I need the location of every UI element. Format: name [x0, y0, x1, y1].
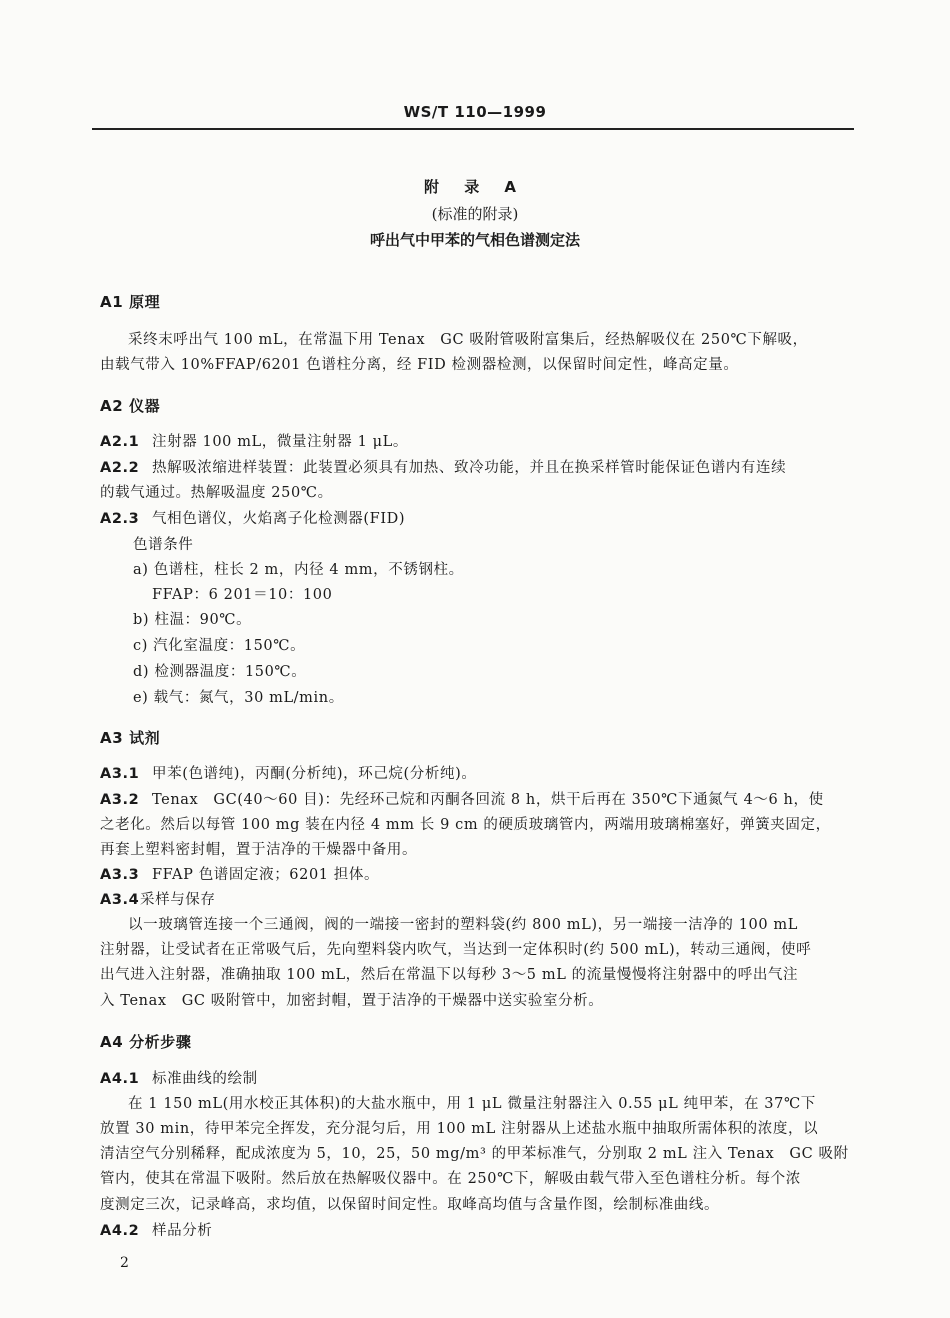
condition-item: a) 色谱柱，柱长 2 m，内径 4 mm，不锈钢柱。	[133, 562, 464, 578]
clause-a4-2	[100, 1221, 860, 1241]
paragraph-line: 注射器，让受试者在正常吸气后，先向塑料袋内吹气，当达到一定体积时(约 500 mL)，转动三通阀，使呼	[100, 942, 812, 958]
paragraph-line: 采终末呼出气 100 mL，在常温下用 Tenax GC 吸附管吸附富集后，经热解吸仪在 250℃下解吸，	[128, 332, 808, 348]
clause-a2-1	[100, 432, 860, 452]
paragraph-line: 清洁空气分别稀释，配成浓度为 5，10，25，50 mg/m³ 的甲苯标准气，分别取 2 mL 注入 Tenax GC 吸附	[100, 1146, 849, 1162]
condition-item: c) 汽化室温度：150℃。	[133, 638, 306, 654]
clause-a2-3	[100, 509, 860, 529]
clause-a3-1	[100, 764, 860, 784]
clause-text: 样品分析	[152, 1223, 213, 1239]
clause-text: FFAP 色谱固定液；6201 担体。	[152, 867, 380, 883]
clause-text: 甲苯(色谱纯)，丙酮(分析纯)，环己烷(分析纯)。	[152, 766, 477, 782]
section-heading-a4: A4 分析步骤	[100, 1033, 192, 1051]
clause-a3-3	[100, 865, 860, 885]
annex-normative-note: (标准的附录)	[431, 205, 519, 223]
clause-text: 气相色谱仪，火焰离子化检测器(FID)	[152, 511, 406, 527]
clause-a3-4	[100, 890, 860, 910]
paragraph-line: 在 1 150 mL(用水校正其体积)的大盐水瓶中，用 1 μL 微量注射器注入 0.55 μL 纯甲苯，在 37℃下	[128, 1096, 816, 1112]
condition-item: d) 检测器温度：150℃。	[133, 664, 307, 680]
clause-number: A4.1	[100, 1071, 140, 1087]
annex-title: 呼出气中甲苯的气相色谱测定法	[369, 231, 580, 249]
clause-number: A3.2	[100, 792, 140, 808]
paragraph-line: 度测定三次，记录峰高，求均值，以保留时间定性。取峰高均值与含量作图，绘制标准曲线。	[100, 1197, 720, 1213]
paragraph-line: 管内，使其在常温下吸附。然后放在热解吸仪器中。在 250℃下，解吸由载气带入至色谱柱分析。每个浓	[100, 1171, 801, 1187]
clause-number: A2.3	[100, 511, 140, 527]
condition-ratio: FFAP：6 201＝10：100	[152, 587, 333, 603]
clause-text: 标准曲线的绘制	[152, 1071, 258, 1087]
section-heading-a3: A3 试剂	[100, 729, 161, 747]
clause-a4-1	[100, 1069, 860, 1089]
clause-number: A3.1	[100, 766, 140, 782]
clause-number: A4.2	[100, 1223, 140, 1239]
page-number: 2	[120, 1255, 129, 1271]
annex-label: 附 录 A	[423, 178, 527, 196]
clause-number: A2.1	[100, 434, 140, 450]
section-heading-a2: A2 仪器	[100, 397, 161, 415]
header-rule	[92, 128, 854, 130]
paragraph-line: 由载气带入 10%FFAP/6201 色谱柱分离，经 FID 检测器检测，以保留时间定性，峰高定量。	[100, 357, 739, 373]
clause-text: 热解吸浓缩进样装置：此装置必须具有加热、致冷功能，并且在换采样管时能保证色谱内有连续	[152, 460, 787, 476]
paragraph-line: 入 Tenax GC 吸附管中，加密封帽，置于洁净的干燥器中送实验室分析。	[100, 993, 604, 1009]
clause-text: 注射器 100 mL，微量注射器 1 μL。	[152, 434, 408, 450]
condition-item: b) 柱温：90℃。	[133, 612, 252, 628]
clause-a2-2	[100, 458, 860, 478]
clause-text: 采样与保存	[140, 892, 216, 908]
clause-number: A3.4	[100, 892, 140, 908]
condition-item: e) 载气：氮气，30 mL/min。	[133, 690, 344, 706]
paragraph-line: 的载气通过。热解吸温度 250℃。	[100, 485, 333, 501]
clause-number: A2.2	[100, 460, 140, 476]
paragraph-line: 以一玻璃管连接一个三通阀，阀的一端接一密封的塑料袋(约 800 mL)，另一端接一洁净的 100 mL	[128, 917, 798, 933]
paragraph-line: 出气进入注射器，准确抽取 100 mL，然后在常温下以每秒 3～5 mL 的流量慢慢将注射器中的呼出气注	[100, 967, 799, 983]
conditions-label: 色谱条件	[133, 537, 194, 553]
clause-number: A3.3	[100, 867, 140, 883]
paragraph-line: 放置 30 min，待甲苯完全挥发，充分混匀后，用 100 mL 注射器从上述盐水瓶中抽取所需体积的浓度，以	[100, 1121, 819, 1137]
paragraph-line: 之老化。然后以每管 100 mg 装在内径 4 mm 长 9 cm 的硬质玻璃管内，两端用玻璃棉塞好，弹簧夹固定，	[100, 817, 831, 833]
clause-a3-2	[100, 790, 860, 810]
clause-text: Tenax GC(40～60 目)：先经环己烷和丙酮各回流 8 h，烘干后再在 350℃下通氮气 4～6 h，使	[152, 792, 824, 808]
standard-code-header: WS/T 110—1999	[403, 103, 547, 121]
paragraph-line: 再套上塑料密封帽，置于洁净的干燥器中备用。	[100, 842, 418, 858]
section-heading-a1: A1 原理	[100, 293, 161, 311]
